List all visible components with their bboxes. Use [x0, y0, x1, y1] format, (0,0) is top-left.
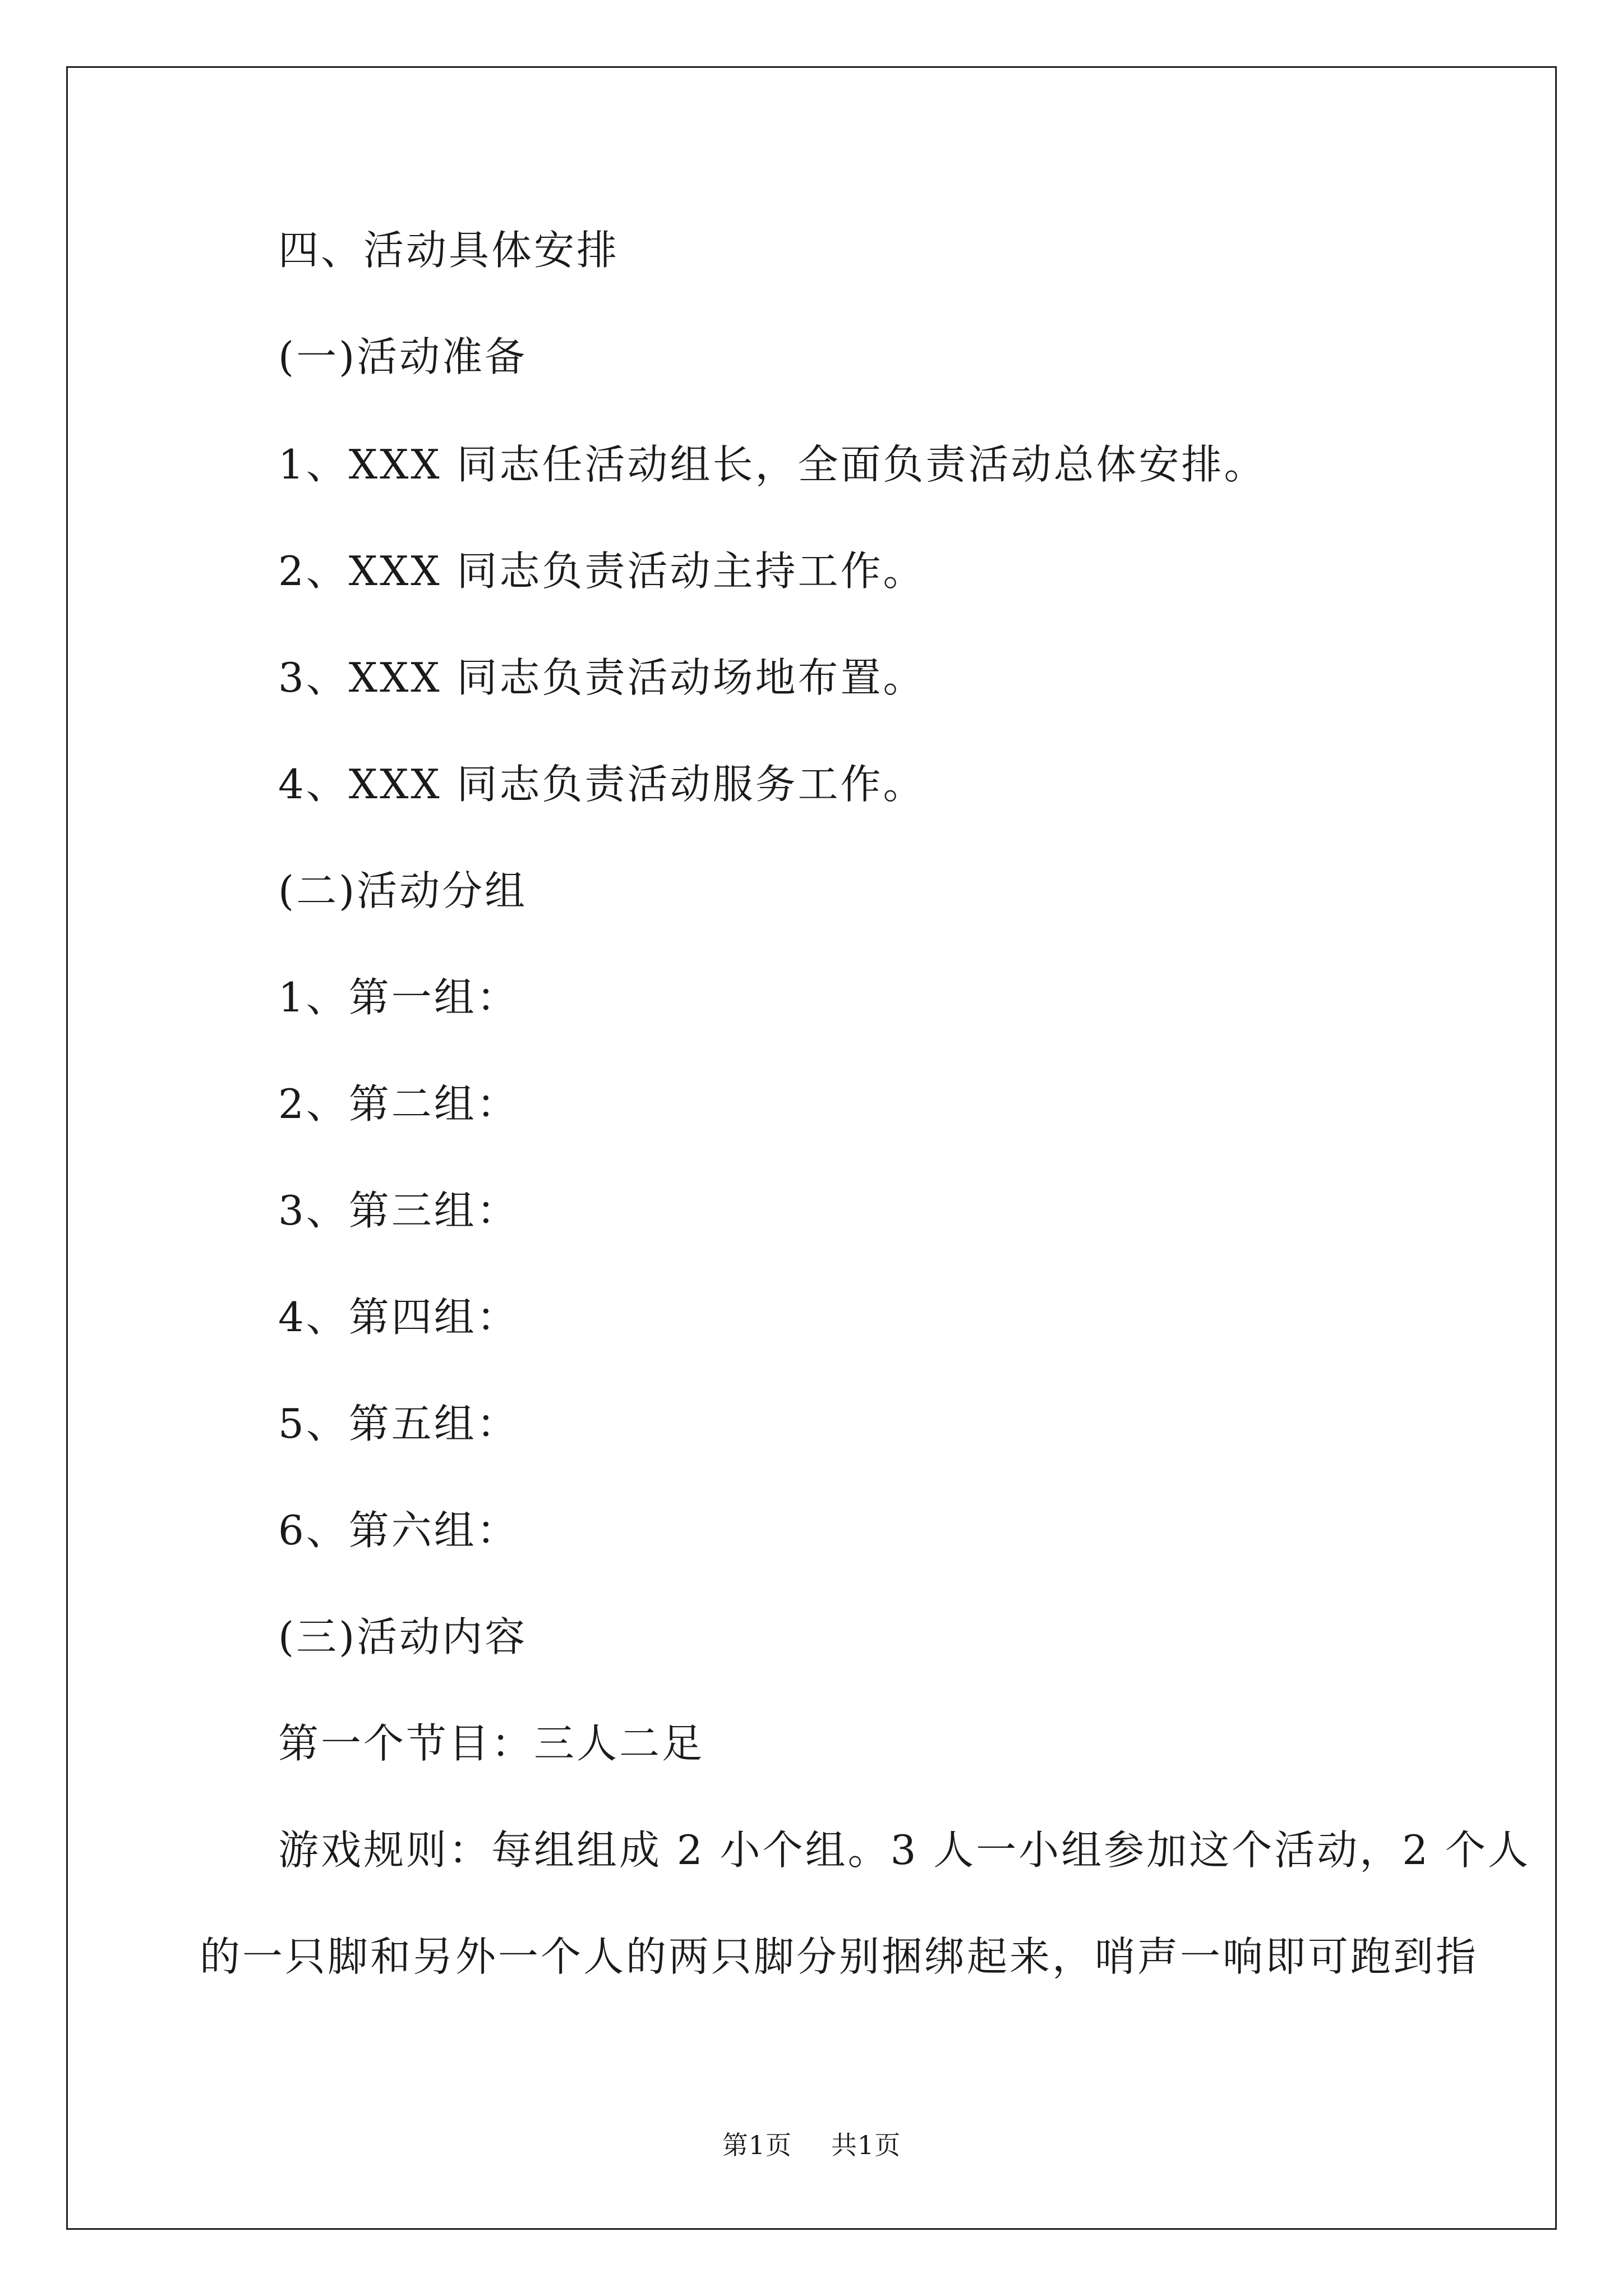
- list-item: 4、XXX 同志负责活动服务工作。: [278, 761, 926, 808]
- page-number: 第1页: [722, 2130, 792, 2160]
- list-item: 4、第四组：: [278, 1294, 519, 1341]
- page-total: 共1页: [831, 2130, 901, 2160]
- list-item: 1、XXX 同志任活动组长，全面负责活动总体安排。: [278, 441, 1267, 488]
- section-heading: 四、活动具体安排: [278, 227, 620, 274]
- list-item: 5、第五组：: [278, 1400, 519, 1447]
- list-item: 3、XXX 同志负责活动场地布置。: [278, 654, 926, 701]
- page-footer: [0, 2125, 1623, 2162]
- program-title: 第一个节目：三人二足: [278, 1720, 705, 1767]
- list-item: 3、第三组：: [278, 1187, 519, 1234]
- paragraph-line: 的一只脚和另外一个人的两只脚分别捆绑起来，哨声一响即可跑到指: [200, 1933, 1479, 1980]
- list-item: 2、第二组：: [278, 1080, 519, 1128]
- list-item: 2、XXX 同志负责活动主持工作。: [278, 547, 926, 595]
- page-border: [66, 66, 1557, 2230]
- subsection-heading: (一)活动准备: [278, 333, 528, 380]
- list-item: 1、第一组：: [278, 974, 519, 1021]
- subsection-heading: (二)活动分组: [278, 867, 528, 914]
- subsection-heading: (三)活动内容: [278, 1613, 528, 1660]
- list-item: 6、第六组：: [278, 1507, 519, 1554]
- paragraph-line: 游戏规则：每组组成 2 小个组。3 人一小组参加这个活动，2 个人: [278, 1826, 1530, 1874]
